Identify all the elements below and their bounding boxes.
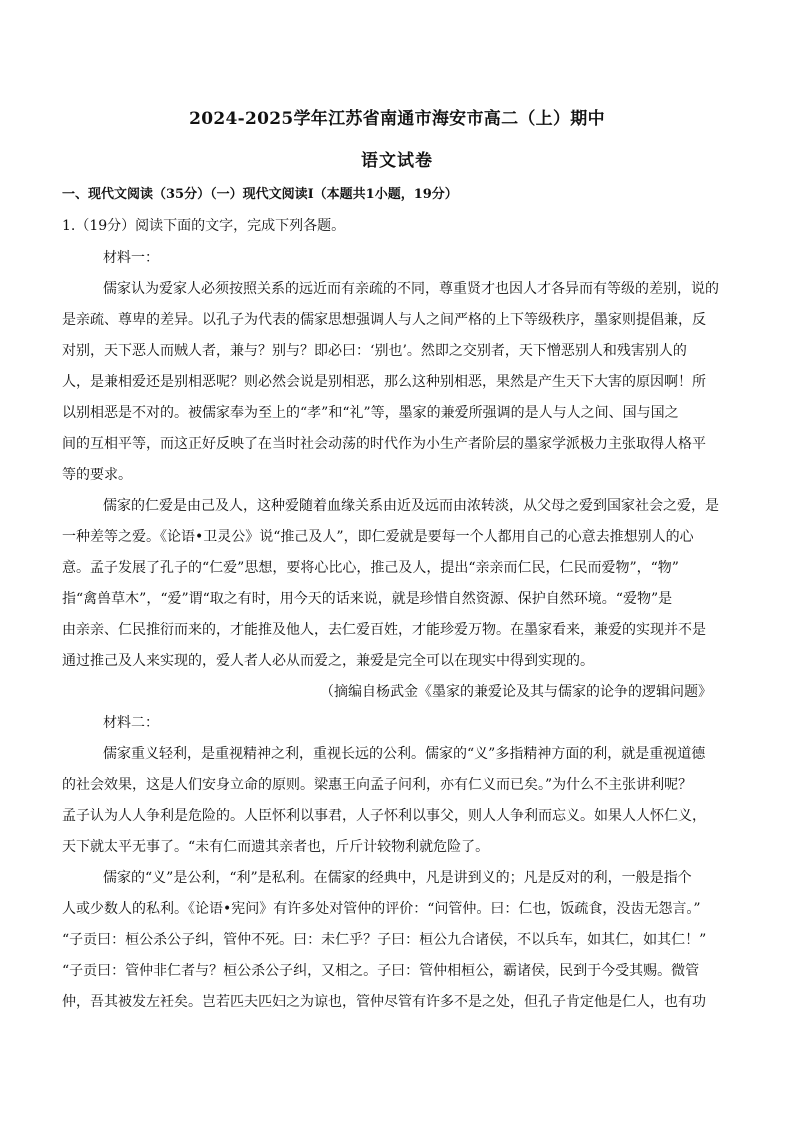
paragraph-line: 对别，天下恶人而贼人者，兼与？别与？即必曰：‘别也’。然即之交别者，天下憎恶别人和残害别人的: [62, 343, 687, 359]
paragraph-line: 由亲亲、仁民推衍而来的，才能推及他人，去仁爱百姓，才能珍爱万物。在墨家看来，兼爱的实现并不是: [62, 622, 706, 638]
paragraph-line: 通过推己及人来实现的，爱人者人必从而爱之，兼爱是完全可以在现实中得到实现的。: [62, 653, 594, 669]
material-one-source: （摘编自杨武金《墨家的兼爱论及其与儒家的论争的逻辑问题》: [320, 684, 712, 700]
paragraph-line: “子贡曰：桓公杀公子纠，管仲不死。曰：未仁乎？子曰：桓公九合诸侯，不以兵车，如其仁，如其仁！”: [62, 932, 707, 948]
paragraph-line: 意。孟子发展了孔子的“仁爱”思想，要将心比心，推己及人，提出“亲亲而仁民，仁民而爱物”，“物”: [62, 560, 679, 576]
paragraph-line: 儒家的“义”是公利，“利”是私利。在儒家的经典中，凡是讲到义的；凡是反对的利，一般是指个: [103, 870, 692, 886]
page-title: 2024-2025学年江苏省南通市海安市高二（上）期中: [189, 109, 605, 129]
paragraph-line: 以别相恶是不对的。被儒家奉为至上的“孝”和“礼”等，墨家的兼爱所强调的是人与人之间、国与国之: [62, 405, 679, 421]
page-subtitle: 语文试卷: [361, 151, 433, 171]
paragraph-line: 一种差等之爱。《论语•卫灵公》说“推己及人”，即仁爱就是要每一个人都用自己的心意去推想别人的心: [62, 529, 694, 545]
paragraph-line: 间的互相平等，而这正好反映了在当时社会动荡的时代作为小生产者阶层的墨家学派极力主张取得人格平: [62, 436, 706, 452]
paragraph-line: 是亲疏、尊卑的差异。以孔子为代表的儒家思想强调人与人之间严格的上下等级秩序，墨家则提倡兼，反: [62, 312, 706, 328]
paragraph-line: 儒家重义轻利，是重视精神之利，重视长远的公利。儒家的“义”多指精神方面的利，就是重视道德: [103, 746, 706, 762]
paragraph-line: 等的要求。: [62, 467, 132, 483]
paragraph-line: 儒家的仁爱是由己及人，这种爱随着血缘关系由近及远而由浓转淡，从父母之爱到国家社会之爱，是: [103, 498, 719, 514]
question-stem: 1.（19分）阅读下面的文字，完成下列各题。: [62, 218, 346, 234]
paragraph-line: 儒家认为爱家人必须按照关系的远近而有亲疏的不同，尊重贤才也因人才各异而有等级的差别，说的: [103, 281, 719, 297]
section-heading: 一、现代文阅读（35分）（一）现代文阅读Ⅰ（本题共1小题，19分）: [62, 187, 458, 202]
material-two-label: 材料二：: [103, 715, 159, 731]
paragraph-line: 人，是兼相爱还是别相恶呢？则必然会说是别相恶，那么这种别相恶，果然是产生天下大害的原因啊！所: [62, 374, 706, 390]
material-one-label: 材料一：: [103, 250, 159, 266]
paragraph-line: 天下就太平无事了。“未有仁而遗其亲者也，斤斤计较物利就危险了。: [62, 839, 490, 855]
paragraph-line: 孟子认为人人争利是危险的。人臣怀利以事君，人子怀利以事父，则人人争利而忘义。如果人人怀仁义，: [62, 808, 706, 824]
paragraph-line: “子贡曰：管仲非仁者与？桓公杀公子纠，又相之。子曰：管仲相桓公，霸诸侯，民到于今受其赐。微管: [62, 963, 700, 979]
paragraph-line: 指“禽兽草木”，“爱”谓“取之有时，用今天的话来说，就是珍惜自然资源、保护自然环境。“爱物”是: [62, 591, 673, 607]
paragraph-line: 人或少数人的私利。《论语•宪问》有许多处对管仲的评价：“问管仲。曰：仁也，饭疏食，没齿无怨言。”: [62, 901, 701, 917]
paragraph-line: 仲，吾其被发左衽矣。岂若匹夫匹妇之为谅也，管仲尽管有许多不是之处，但孔子肯定他是仁人，也有功: [62, 994, 706, 1010]
paragraph-line: 的社会效果，这是人们安身立命的原则。梁惠王向孟子问利，亦有仁义而已矣。”为什么不主张讲利呢？: [62, 777, 693, 793]
